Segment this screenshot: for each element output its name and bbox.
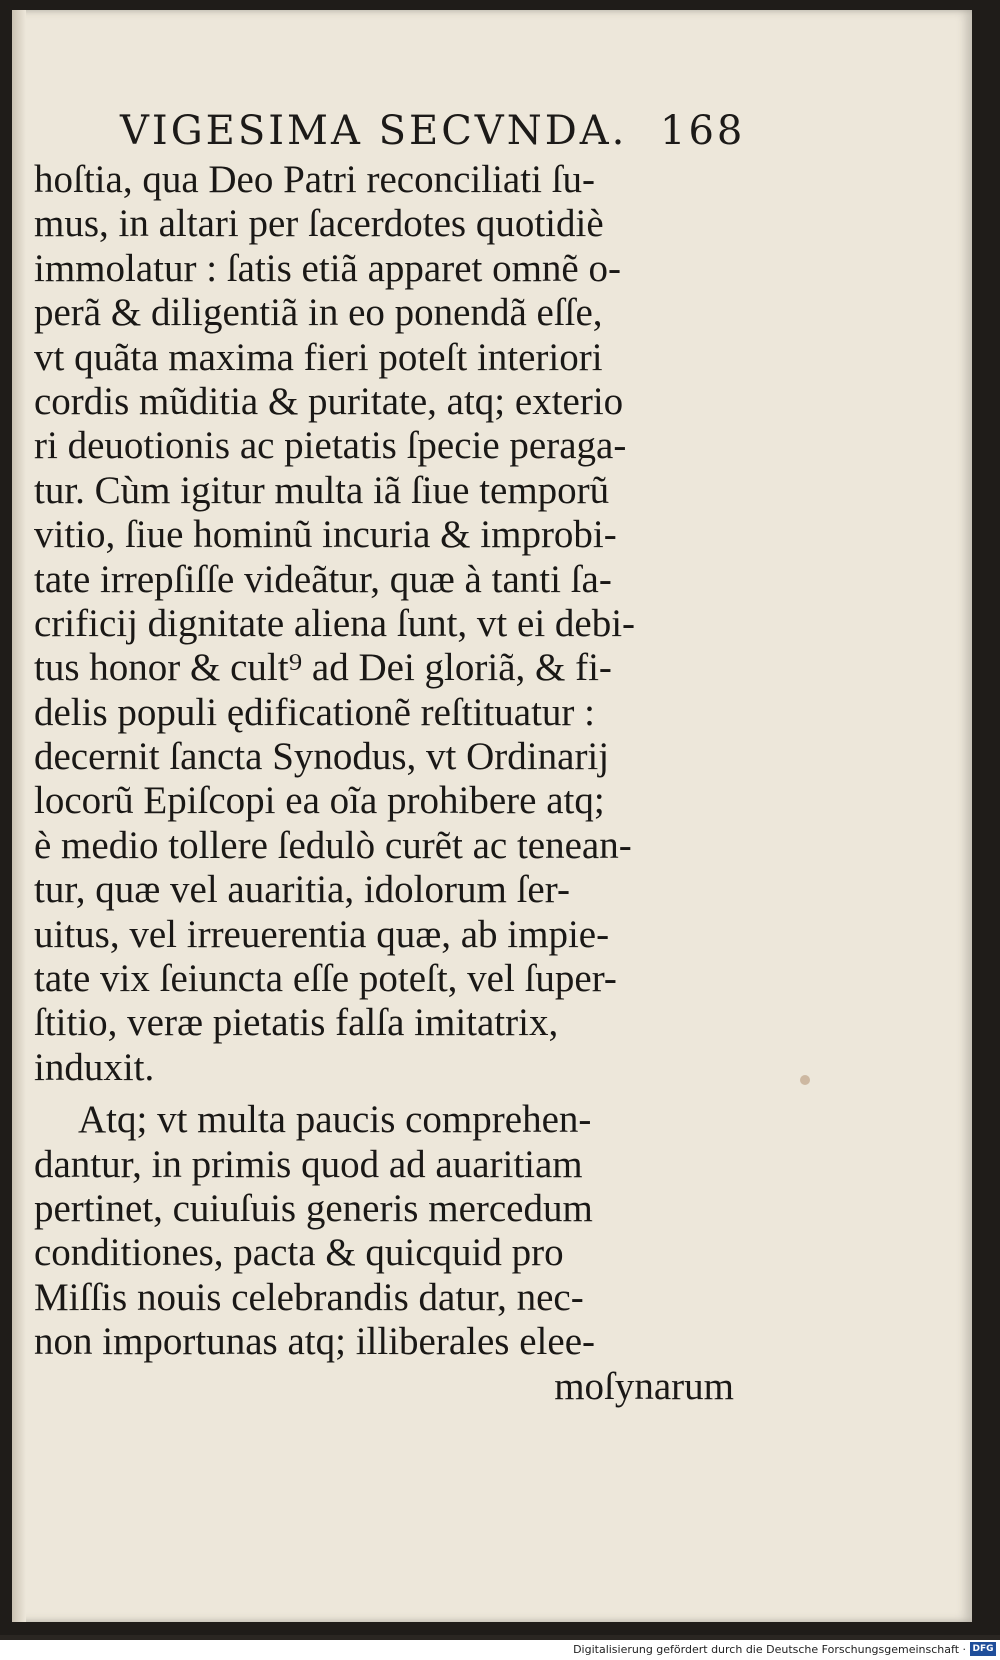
text-line: crificij dignitate aliena ſunt, vt ei debi- bbox=[34, 601, 636, 645]
text-line: tur. Cùm igitur multa iã ſiue temporũ bbox=[34, 468, 610, 512]
text-line: hoſtia, qua Deo Patri reconciliati ſu- bbox=[34, 158, 595, 201]
text-line: perã & diligentiã in eo ponendã eſſe, bbox=[34, 291, 603, 335]
text-line: è medio tollere ſedulò curẽt ac tenean- bbox=[34, 823, 632, 867]
text-line: tur, quæ vel auaritia, idolorum ſer- bbox=[34, 868, 570, 912]
running-head bbox=[120, 108, 746, 154]
text-line: Atq; vt multa paucis comprehen- bbox=[78, 1098, 592, 1142]
dfg-logo-icon: DFG bbox=[970, 1642, 996, 1656]
text-line: immolatur : ſatis etiã apparet omnẽ o- bbox=[34, 246, 621, 290]
text-line: cordis mũditia & puritate, atq; exterio bbox=[34, 379, 624, 423]
digitization-credit: Digitalisierung gefördert durch die Deutsche Forschungsgemeinschaft · bbox=[573, 1643, 966, 1656]
text-block bbox=[34, 158, 754, 1409]
text-line: Miſſis nouis celebrandis datur, nec- bbox=[34, 1275, 584, 1319]
folio-number: 168 bbox=[660, 108, 746, 154]
running-title: VIGESIMA SECVNDA. bbox=[120, 108, 628, 154]
text-line: ri deuotionis ac pietatis ſpecie peraga- bbox=[34, 424, 627, 468]
text-line: decernit ſancta Synodus, vt Ordinarij bbox=[34, 735, 610, 779]
text-line: pertinet, cuiuſuis generis mercedum bbox=[34, 1186, 593, 1230]
text-line: tus honor & cult⁹ ad Dei gloriã, & fi- bbox=[34, 646, 612, 690]
text-line: dantur, in primis quod ad auaritiam bbox=[34, 1142, 583, 1186]
text-line: mus, in altari per ſacerdotes quotidiè bbox=[34, 202, 604, 246]
text-line: delis populi ędificationẽ reſtituatur : bbox=[34, 690, 596, 734]
text-line: vt quãta maxima fieri poteſt interiori bbox=[34, 335, 603, 379]
text-line: non importunas atq; illiberales elee- bbox=[34, 1320, 595, 1364]
catchword: moſynarum bbox=[554, 1364, 734, 1408]
text-line: ſtitio, veræ pietatis falſa imitatrix, bbox=[34, 1001, 559, 1045]
text-line: induxit. bbox=[34, 1045, 155, 1089]
text-line: uitus, vel irreuerentia quæ, ab impie- bbox=[34, 912, 610, 956]
text-line: vitio, ſiue hominũ incuria & improbi- bbox=[34, 513, 617, 557]
binding-edge bbox=[12, 10, 26, 1622]
text-line: locorũ Epiſcopi ea oĩa prohibere atq; bbox=[34, 779, 605, 823]
text-line: tate irrepſiſſe videãtur, quæ à tanti ſa- bbox=[34, 557, 612, 601]
text-line: conditiones, pacta & quicquid pro bbox=[34, 1231, 564, 1275]
paragraph-gap bbox=[34, 1090, 754, 1098]
text-line: tate vix ſeiuncta eſſe poteſt, vel ſuper- bbox=[34, 957, 617, 1001]
ink-spot bbox=[800, 1075, 810, 1085]
